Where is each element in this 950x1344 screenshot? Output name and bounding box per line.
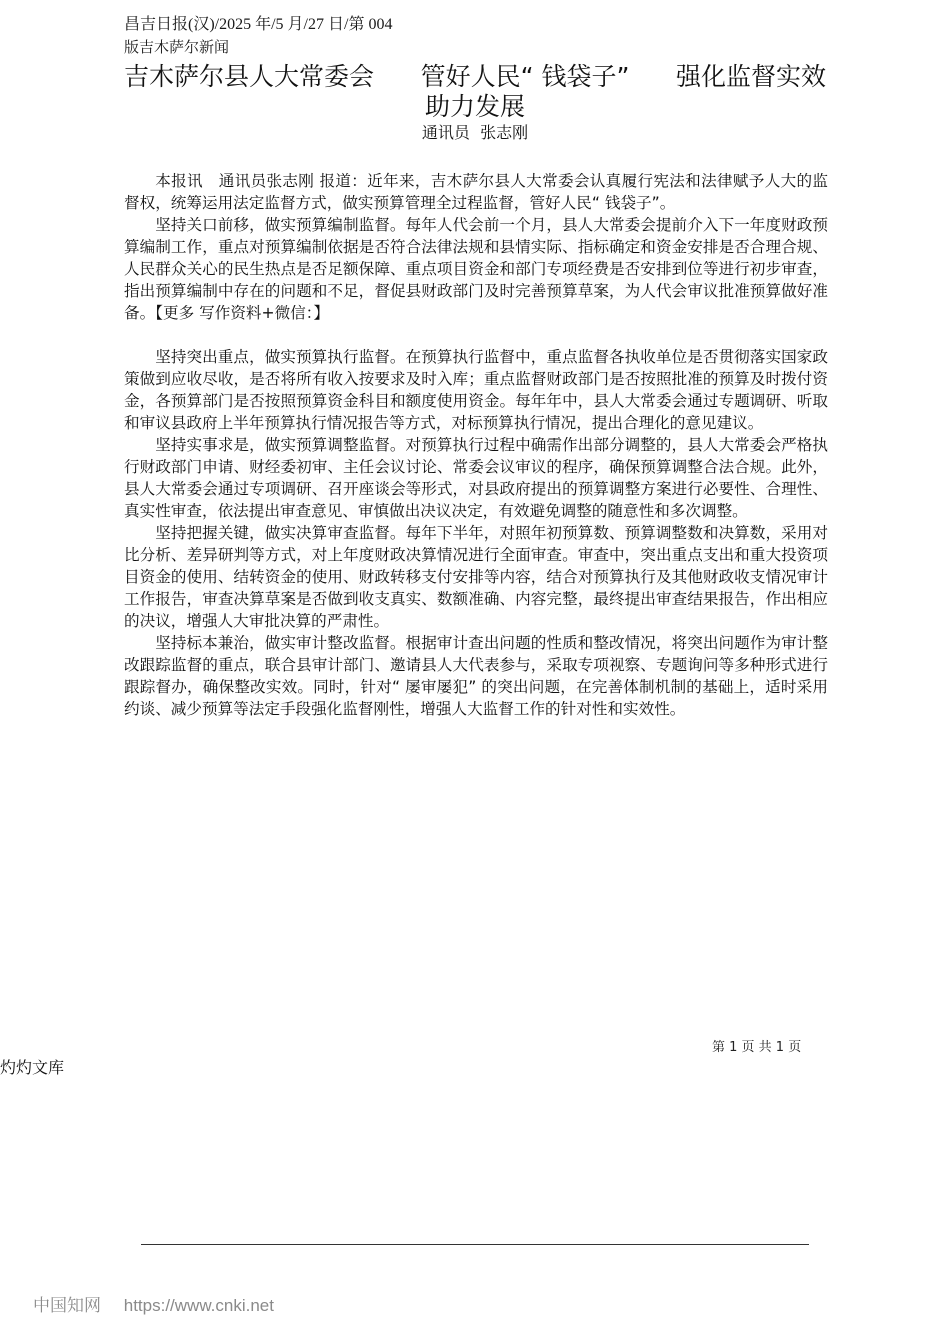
title-part-3: 强化监督实效 (675, 62, 826, 91)
article-body (124, 170, 828, 720)
title-part-2: 管好人民“ 钱袋子” (420, 62, 630, 91)
watermark-label: 灼灼文库 (0, 1058, 65, 1077)
paragraph-budget-execution: 坚持突出重点，做实预算执行监督。在预算执行监督中，重点监督各执收单位是否贯彻落实国家政策做到应收尽收，是否将所有收入按要求及时入库；重点监督财政部门是否按照批准的预算及时拨付资金，各预算部门是否按照预算资金科目和额度使用资金。每年年中，县人大常委会通过专题调研、听取和审议县政府上半年预算执行情况报告等方式，对标预算执行情况，提出合理化的意见建议。 (124, 348, 828, 432)
article-title (124, 62, 826, 122)
footer-url-link[interactable]: https://www.cnki.net (123, 1296, 274, 1315)
article-byline: 通讯员 张志刚 (421, 123, 529, 142)
paragraph-budget-adjustment: 坚持实事求是，做实预算调整监督。对预算执行过程中确需作出部分调整的，县人大常委会严格执行财政部门申请、财经委初审、主任会议讨论、常委会议审议的程序，确保预算调整合法合规。此外，县人大常委会通过专项调研、召开座谈会等形式，对县政府提出的预算调整方案进行必要性、合理性、真实性审查，依法提出审查意见、审慎做出决议决定，有效避免调整的随意性和多次调整。 (124, 436, 828, 520)
footer (33, 1295, 274, 1317)
article-title-line-2: 助力发展 (424, 92, 525, 121)
paragraph-audit-rectification: 坚持标本兼治，做实审计整改监督。根据审计查出问题的性质和整改情况，将突出问题作为审计整改跟踪监督的重点，联合县审计部门、邀请县人大代表参与，采取专项视察、专题询问等多种形式进行跟踪督办，确保整改实效。同时，针对“ 屡审屡犯” 的突出问题，在完善体制机制的基础上，适时采用约谈、减少预算等法定手段强化监督刚性，增强人大监督工作的针对性和实效性。 (124, 634, 828, 718)
paragraph-budget-preparation: 坚持关口前移，做实预算编制监督。每年人代会前一个月，县人大常委会提前介入下一年度财政预算编制工作，重点对预算编制依据是否符合法律法规和县情实际、指标确定和资金安排是否合理合规、人民群众关心的民生热点是否足额保障、重点项目资金和部门专项经费是否安排到位等进行初步审查，指出预算编制中存在的问题和不足，督促县财政部门及时完善预算草案，为人代会审议批准预算做好准备。【更多 写作资料+微信：】 (124, 216, 828, 322)
publication-section-line: 版吉木萨尔新闻 (124, 38, 230, 56)
article-title-line-1 (124, 62, 826, 92)
title-part-1: 吉木萨尔县人大常委会 (124, 62, 375, 91)
footer-site-name: 中国知网 (33, 1296, 101, 1315)
paragraph-intro: 本报讯 通讯员张志刚 报道：近年来，吉木萨尔县人大常委会认真履行宪法和法律赋予人大的监督权，统筹运用法定监督方式，做实预算管理全过程监督，管好人民“ 钱袋子”。 (124, 172, 828, 212)
page-number: 第 1 页 共 1 页 (712, 1040, 802, 1055)
footer-divider (141, 1244, 809, 1245)
publication-meta-line: 昌吉日报(汉)/2025 年/5 月/27 日/第 004 (124, 16, 393, 33)
paragraph-final-accounts: 坚持把握关键，做实决算审查监督。每年下半年，对照年初预算数、预算调整数和决算数，采用对比分析、差异研判等方式，对上年度财政决算情况进行全面审查。审查中，突出重点支出和重大投资项目资金的使用、结转资金的使用、财政转移支付安排等内容，结合对预算执行及其他财政收支情况审计工作报告，审查决算草案是否做到收支真实、数额准确、内容完整，最终提出审查结果报告，作出相应的决议，增强人大审批决算的严肃性。 (124, 524, 828, 630)
